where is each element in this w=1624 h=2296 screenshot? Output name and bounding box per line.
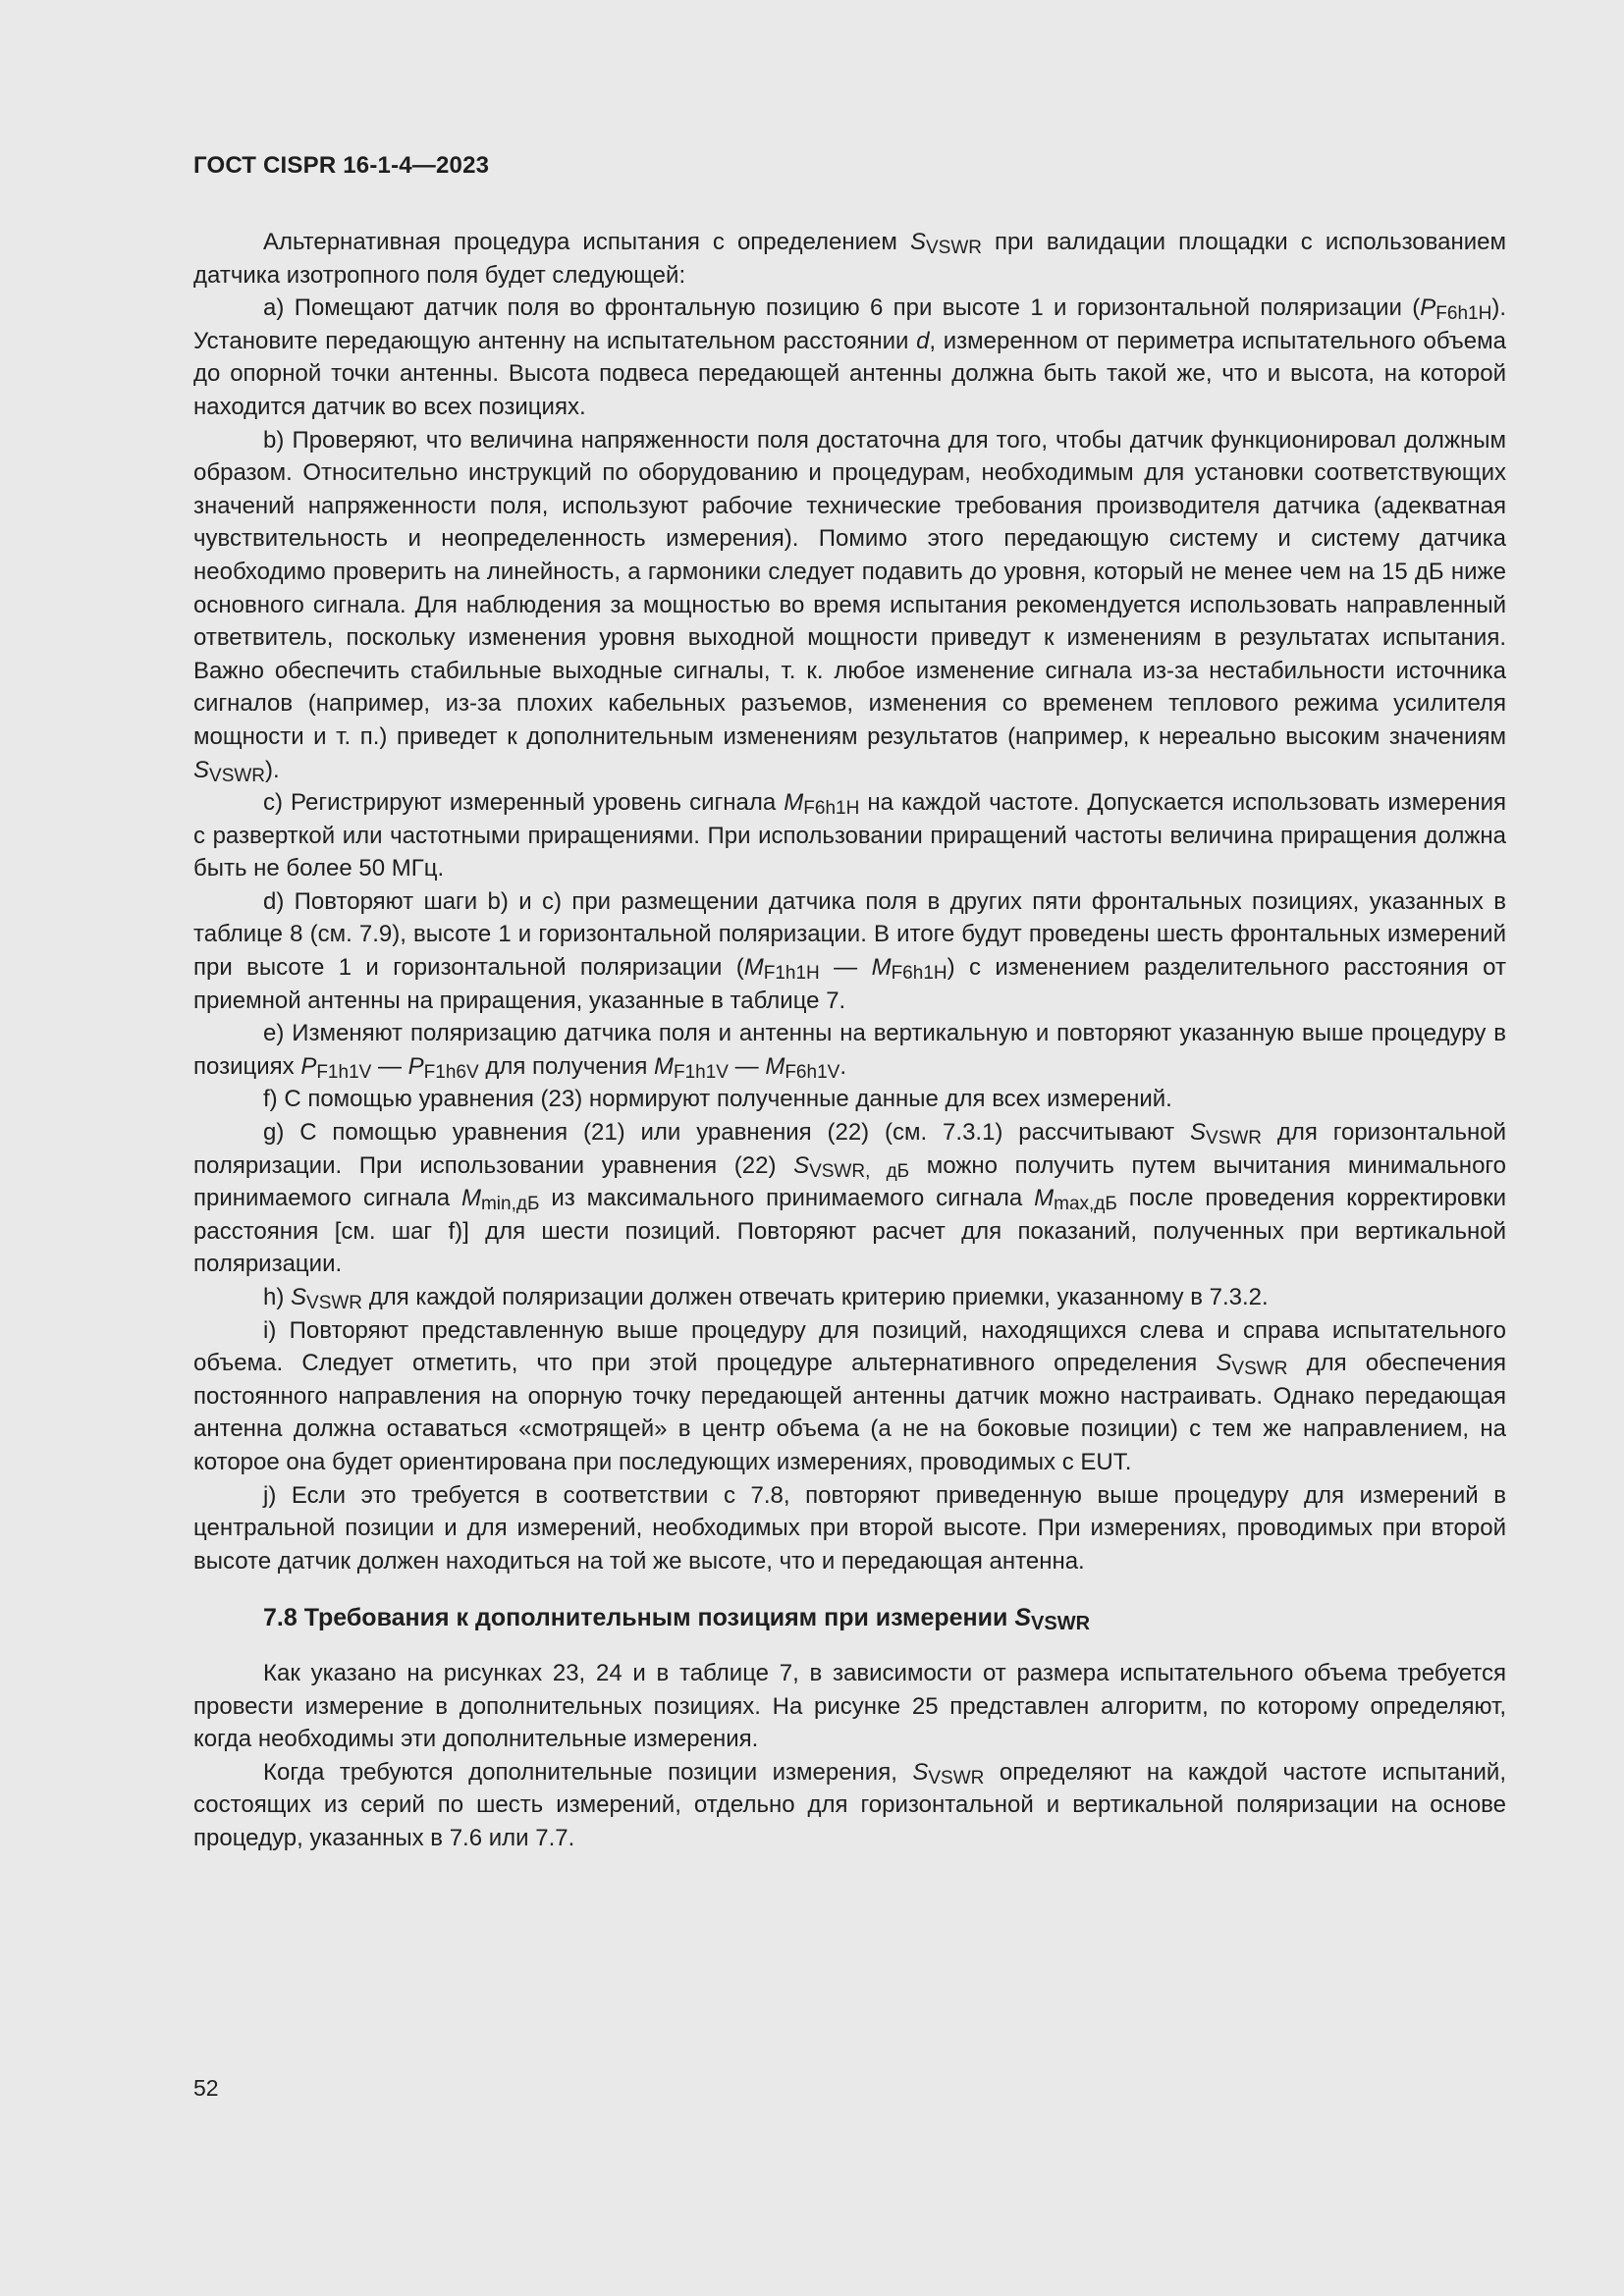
paragraph-step-g: g) С помощью уравнения (21) или уравнения (22) (см. 7.3.1) рассчитывают $S_{VSWR}$ для горизонтальной поляризации. При использовании уравнения (22) $S_{VSWR, дБ}$ можно получить путем вычитания минимального принимаемого сигнала $M_{min,дБ}$ из максимального принимаемого сигнала $M_{max,дБ}$ после проведения корректировки расстояния [см. шаг f)] для шести позиций. Повторяют расчет для показаний, полученных при вертикальной поляризации. [193,1119,1507,1278]
paragraph-step-d: d) Повторяют шаги b) и c) при размещении датчика поля в других пяти фронтальных позициях, указанных в таблице 8 (см. 7.9), высоте 1 и горизонтальной поляризации. В итоге будут проведены шесть фронтальных измерений при высоте 1 и горизонтальной поляризации ($M_{F1h1H}$ — $M_{F6h1H}$) с изменением разделительного расстояния от приемной антенны на приращения, указанные в таблице 7. [193,887,1506,1014]
paragraph-step-c: c) Регистрируют измеренный уровень сигнала $M_{F6h1H}$ на каждой частоте. Допускается использовать измерения с разверткой или частотными приращениями. При использовании приращений частоты величина приращения должна быть не более 50 МГц. [193,789,1507,882]
paragraph-step-a: a) Помещают датчик поля во фронтальную позицию 6 при высоте 1 и горизонтальной поляризации $(P_{F6h1H})$. Установите передающую антенну на испытательном расстоянии d, измеренном от периметра испытательного объема до опорной точки антенны. Высота подвеса передающей антенны должна быть такой же, что и высота, на которой находится датчик во всех позициях. [193,294,1506,420]
page-number: 52 [193,2075,219,2101]
paragraph-step-h: h) $S_{VSWR}$ для каждой поляризации должен отвечать критерию приемки, указанному в 7.3.2. [263,1284,1269,1313]
section-paragraph-2: Когда требуются дополнительные позиции измерения, $S_{VSWR}$ определяют на каждой частоте испытаний, состоящих из серий по шесть измерений, отдельно для горизонтальной и вертикальной поляризации на основе процедур, указанных в 7.6 или 7.7. [193,1758,1506,1851]
paragraph-step-b: b) Проверяют, что величина напряженности поля достаточна для того, чтобы датчик функционировал должным образом. Относительно инструкций по оборудованию и процедурам, необходимым для установки соответствующих значений напряженности поля, используют рабочие технические требования производителя датчика (адекватная чувствительность и неопределенность измерения). Помимо этого передающую систему и систему датчика необходимо проверить на линейность, а гармоники следует подавить до уровня, который не менее чем на 15 дБ ниже основного сигнала. Для наблюдения за мощностью во время испытания рекомендуется использовать направленный ответвитель, поскольку изменения уровня выходной мощности приведут к изменениям в результатах испытания. Важно обеспечить стабильные выходные сигналы, т. к. любое изменение сигнала из-за нестабильности источника сигналов (например, из-за плохих кабельных разъемов, изменения со временем теплового режима усилителя мощности и т. п.) приведет к дополнительным изменениям результатов (например, к нереально высоким значениям $S_{VSWR}$). [193,426,1506,786]
paragraph-step-j: j) Если это требуется в соответствии с 7.8, повторяют приведенную выше процедуру для измерений в центральной позиции и для измерений, необходимых при второй высоте. При измерениях, проводимых при второй высоте датчик должен находиться на той же высоте, что и передающая антенна. [193,1481,1506,1575]
section-heading-7-8: 7.8 Требования к дополнительным позициям при измерении $S_{VSWR}$ [263,1604,1091,1635]
paragraph-step-i: i) Повторяют представленную выше процедуру для позиций, находящихся слева и справа испытательного объема. Следует отметить, что при этой процедуре альтернативного определения $S_{VSWR}$ для обеспечения постоянного направления на опорную точку передающей антенны датчик можно настраивать. Однако передающая антенна должна оставаться «смотрящей» в центр объема (а не на боковые позиции) с тем же направлением, на которое она будет ориентирована при последующих измерениях, проводимых с EUT. [193,1316,1506,1475]
paragraph-step-f: f) С помощью уравнения (23) нормируют полученные данные для всех измерений. [263,1086,1172,1113]
document-header: ГОСТ CISPR 16-1-4—2023 [193,152,490,179]
paragraph-step-e: e) Изменяют поляризацию датчика поля и антенны на вертикальную и повторяют указанную выше процедуру в позициях $P_{F1h1V}$ — $P_{F1h6V}$ для получения $M_{F1h1V}$ — $M_{F6h1V}$. [193,1020,1506,1083]
section-paragraph-1: Как указано на рисунках 23, 24 и в таблице 7, в зависимости от размера испытательного объема требуется провести измерение в дополнительных позициях. На рисунке 25 представлен алгоритм, по которому определяют, когда необходимы эти дополнительные измерения. [193,1659,1506,1753]
paragraph-intro: Альтернативная процедура испытания с определением $S_{VSWR}$ при валидации площадки с использованием датчика изотропного поля будет следующей: [193,229,1506,289]
page-body [193,226,1506,1855]
